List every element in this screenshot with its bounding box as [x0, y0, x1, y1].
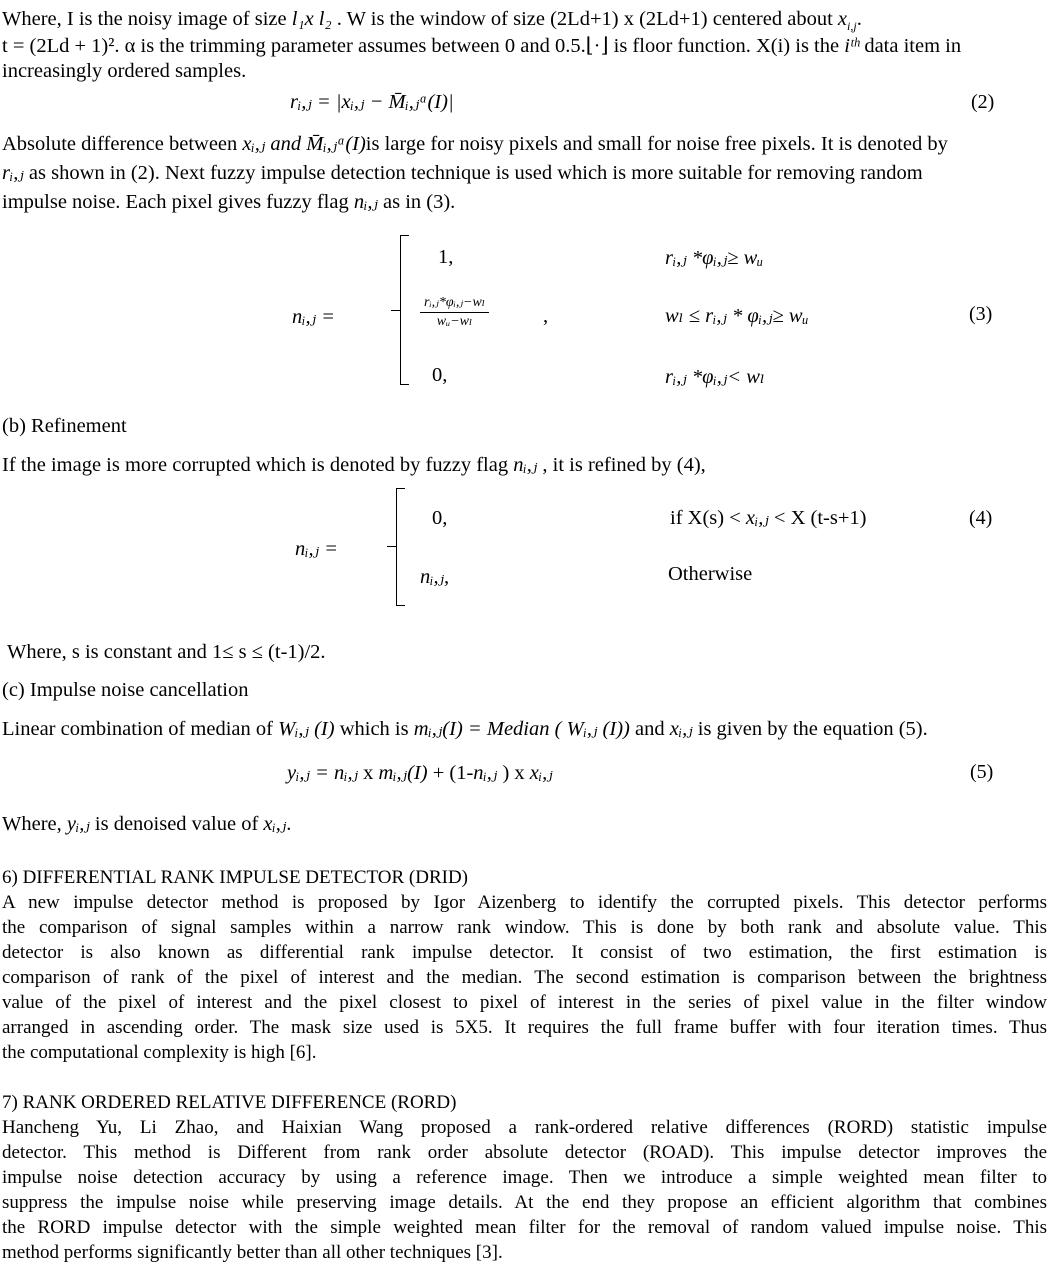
equation-4-brace — [396, 488, 397, 606]
eq5-part: nᵢ,ⱼ — [473, 762, 498, 784]
equation-3-brace — [400, 235, 401, 385]
intro-text: t = (2Ld + 1)². α is the trimming parameter assumes between 0 and 0.5.⌊·⌋ is floor function. X(i) is the — [2, 35, 840, 57]
where-y-line — [2, 811, 291, 838]
equation-4-number: (4) — [969, 507, 993, 529]
fraction-denominator: wᵤ−wₗ — [436, 314, 473, 329]
para-math: xᵢ,ⱼ — [263, 813, 287, 835]
drid-line-5: value of the pixel of interest and the pixel closest to pixel of interest in the series of pixel value in the filter window — [2, 992, 1047, 1013]
para-text: is large for noisy pixels and small for noise free pixels. It is denoted by — [365, 133, 948, 155]
equation-4-case-2-value: nᵢ,ⱼ, — [420, 566, 450, 588]
rord-line-1: Hancheng Yu, Li Zhao, and Haixian Wang proposed a rank-ordered relative differences (RORD) statistic impulse — [2, 1117, 1047, 1138]
para-text: If the image is more corrupted which is denoted by fuzzy flag — [2, 454, 509, 476]
drid-line-4: comparison of rank of the pixel of interest and the median. The second estimation is comparison between the brightness — [2, 967, 1047, 988]
para-math: yᵢ,ⱼ — [66, 813, 90, 835]
para-text: is given by the equation (5). — [697, 718, 928, 740]
condition-math: xᵢ,ⱼ — [745, 507, 769, 529]
equation-3-case-3-value: 0, — [432, 364, 448, 386]
para1-line-2 — [2, 160, 923, 187]
intro-text: . W is the window of size (2Ld+1) x (2Ld+1) centered about — [336, 8, 833, 30]
para1-line-3 — [2, 189, 455, 216]
rord-line-2: detector. This method is Different from rank order absolute detector (ROAD). This impulse detector improves the — [2, 1142, 1047, 1163]
equation-3-case-1-condition: rᵢ,ⱼ *φᵢ,ⱼ≥ wᵤ — [665, 247, 764, 269]
cancellation-heading: (c) Impulse noise cancellation — [2, 679, 249, 701]
para-text: impulse noise. Each pixel gives fuzzy flag — [2, 191, 349, 213]
cancellation-line — [2, 716, 928, 743]
para-math: xᵢ,ⱼ and M̄ᵢ,ⱼᵅ(I) — [242, 133, 366, 155]
condition-text: < X (t-s+1) — [773, 507, 867, 529]
drid-line-1: A new impulse detector method is proposed by Igor Aizenberg to identify the corrupted pixels. This detector performs — [2, 892, 1047, 913]
equation-3-case-3-condition: rᵢ,ⱼ *φᵢ,ⱼ< wₗ — [665, 366, 765, 388]
intro-text: Where, I is the noisy image of size — [2, 8, 287, 30]
rord-line-4: suppress the impulse noise while preserving image details. At the end they propose an efficient algorithm that combines — [2, 1192, 1047, 1213]
eq5-part: yᵢ,ⱼ = nᵢ,ⱼ — [287, 762, 358, 784]
rord-line-3: impulse noise detection accuracy by using a reference image. Then we introduce a simple weighted mean filter to — [2, 1167, 1047, 1188]
pixel-subscript: i,j — [847, 19, 857, 34]
equation-4-lhs: nᵢ,ⱼ = — [295, 538, 338, 560]
equation-3-fraction — [420, 294, 489, 331]
para-text: Linear combination of median of — [2, 718, 273, 740]
rord-last-line: method performs significantly better than all other techniques [3]. — [2, 1242, 503, 1263]
para-math: mᵢ,ⱼ(I) = Median ( Wᵢ,ⱼ (I)) — [413, 718, 630, 740]
para-text: and — [635, 718, 665, 740]
equation-3-number: (3) — [969, 303, 993, 325]
equation-3-lhs: nᵢ,ⱼ = — [292, 306, 335, 328]
fraction-numerator: rᵢ,ⱼ*φᵢ,ⱼ−wₗ — [420, 294, 489, 313]
para-text: which is — [339, 718, 409, 740]
rord-line-5: the RORD impulse detector with the simple weighted mean filter for the removal of random valued impulse noise. This — [2, 1217, 1047, 1238]
rord-heading: 7) RANK ORDERED RELATIVE DIFFERENCE (RORD) — [2, 1092, 457, 1113]
equation-2-number: (2) — [971, 91, 995, 113]
para-text: as shown in (2). Next fuzzy impulse detection technique is used which is more suitable for removing random — [28, 162, 923, 184]
eq5-part: x — [363, 762, 374, 784]
para-text: is denoised value of — [94, 813, 259, 835]
equation-5-number: (5) — [970, 761, 994, 783]
condition-text: if X(s) < — [670, 507, 741, 529]
para-math: nᵢ,ⱼ — [513, 454, 538, 476]
intro-text: data item in — [864, 35, 962, 57]
para-text: Absolute difference between — [2, 133, 238, 155]
equation-4-case-1-value: 0, — [432, 507, 448, 529]
eq5-part: xᵢ,ⱼ — [529, 762, 553, 784]
intro-line-2 — [2, 33, 961, 60]
drid-line-2: the comparison of signal samples within a narrow rank window. This is done by both rank and absolute value. This — [2, 917, 1047, 938]
eq5-part: ) x — [502, 762, 525, 784]
para-math: nᵢ,ⱼ — [353, 191, 378, 213]
para1-line-1 — [2, 131, 948, 158]
refinement-heading: (b) Refinement — [2, 415, 127, 437]
para-text: , it is refined by (4), — [542, 454, 706, 476]
eq5-part: mᵢ,ⱼ(I) — [378, 762, 428, 784]
drid-line-6: arranged in ascending order. The mask size used is 5X5. It requires the full frame buffer with four iteration times. Thus — [2, 1017, 1047, 1038]
para-text: as in (3). — [383, 191, 456, 213]
eq5-part: + (1- — [432, 762, 474, 784]
equation-3-case-2-condition: wₗ ≤ rᵢ,ⱼ * φᵢ,ⱼ≥ wᵤ — [665, 305, 809, 327]
ith-math: iᵗʰ — [844, 35, 860, 57]
refinement-line — [2, 452, 706, 479]
para-math: rᵢ,ⱼ — [2, 162, 24, 184]
equation-3-comma: , — [543, 305, 549, 327]
equation-4-case-1-condition — [670, 505, 867, 532]
equation-2: rᵢ,ⱼ = |xᵢ,ⱼ − M̄ᵢ,ⱼᵅ(I)| — [290, 91, 454, 113]
para-math: xᵢ,ⱼ — [669, 718, 693, 740]
para-text: Where, — [2, 813, 62, 835]
intro-line-3: increasingly ordered samples. — [2, 60, 247, 82]
equation-5 — [287, 760, 553, 787]
pixel-math: x — [837, 8, 848, 30]
para-text: . — [286, 813, 292, 835]
drid-last-line: the computational complexity is high [6]. — [2, 1042, 317, 1063]
image-size-math: l₁x l₂ — [291, 8, 332, 30]
drid-heading: 6) DIFFERENTIAL RANK IMPULSE DETECTOR (DRID) — [2, 867, 469, 888]
para-math: Wᵢ,ⱼ (I) — [278, 718, 335, 740]
equation-3-case-1-value: 1, — [438, 246, 454, 268]
where-s-line: Where, s is constant and 1≤ s ≤ (t-1)/2. — [7, 641, 326, 663]
equation-4-case-2-condition: Otherwise — [668, 563, 753, 585]
drid-line-3: detector is also known as differential rank impulse detector. It consist of two estimation, the first estimation is — [2, 942, 1047, 963]
intro-text: . — [856, 8, 862, 30]
